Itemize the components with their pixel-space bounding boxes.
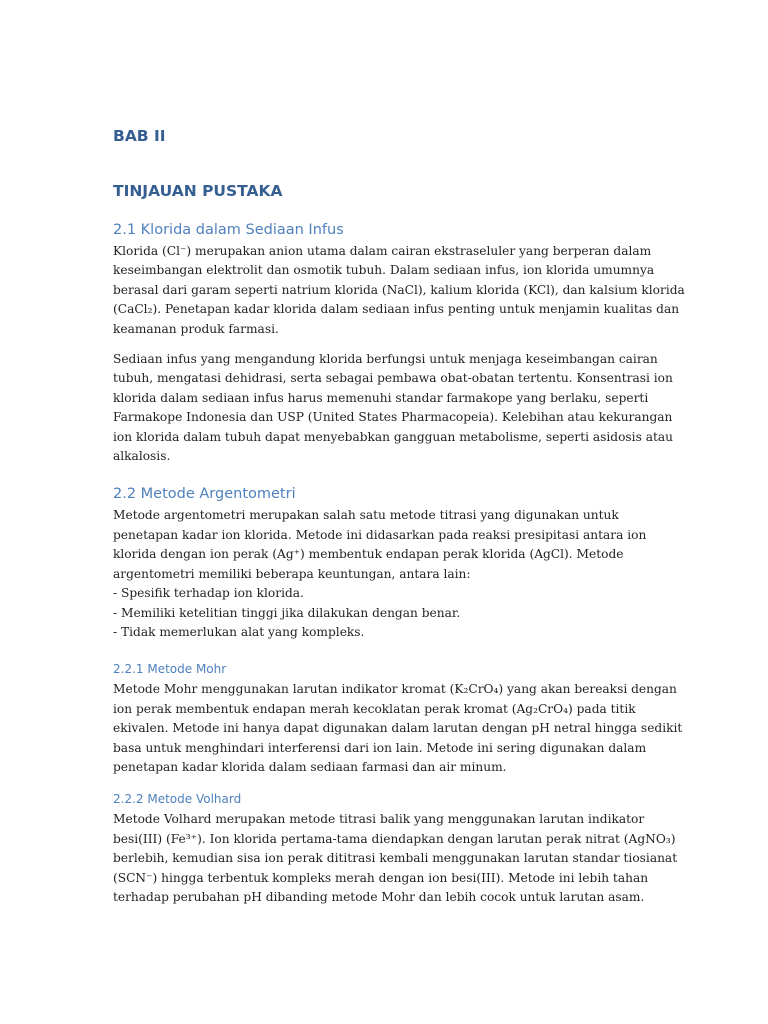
document-body [113,126,685,907]
paragraph-2-1-a [113,242,685,339]
text-line: ion klorida dalam tubuh dapat menyebabkan gangguan metabolisme, seperti asidosis atau [113,429,673,444]
text-line: Sediaan infus yang mengandung klorida berfungsi untuk menjaga keseimbangan cairan [113,352,658,367]
text-line: (SCN⁻) hingga terbentuk kompleks merah dengan ion besi(III). Metode ini lebih tahan [113,870,649,885]
text-line: alkalosis. [113,449,171,464]
subsection-heading-2-2-2: 2.2.2 Metode Volhard [113,792,242,807]
paragraph-2-2-2 [113,810,678,907]
text-line: (CaCl₂). Penetapan kadar klorida dalam sediaan infus penting untuk menjamin kualitas dan [113,302,680,317]
subsection-heading-2-2-1: 2.2.1 Metode Mohr [113,662,227,677]
list-item: - Memiliki ketelitian tinggi jika dilakukan dengan benar. [113,605,461,620]
chapter-heading: BAB II [113,127,166,145]
chapter-title: TINJAUAN PUSTAKA [113,182,283,200]
text-line: terhadap perubahan pH dibanding metode Mohr dan lebih cocok untuk larutan asam. [113,889,645,904]
text-line: ion perak membentuk endapan merah kecoklatan perak kromat (Ag₂CrO₄) pada titik [113,701,636,716]
text-line: keamanan produk farmasi. [113,321,279,336]
text-line: penetapan kadar ion klorida. Metode ini didasarkan pada reaksi presipitasi antara ion [113,527,647,542]
text-line: besi(III) (Fe³⁺). Ion klorida pertama-tama diendapkan dengan larutan perak nitrat (AgNO₃) [113,831,676,846]
paragraph-2-1-b [113,350,673,466]
text-line: berasal dari garam seperti natrium klorida (NaCl), kalium klorida (KCl), dan kalsium klorida [113,282,685,297]
text-line: Metode argentometri merupakan salah satu metode titrasi yang digunakan untuk [113,508,619,523]
section-heading-2-1: 2.1 Klorida dalam Sediaan Infus [113,222,344,238]
text-line: Metode Mohr menggunakan larutan indikator kromat (K₂CrO₄) yang akan bereaksi dengan [113,682,677,697]
text-line: tubuh, mengatasi dehidrasi, serta sebagai pembawa obat-obatan tertentu. Konsentrasi ion [113,371,673,386]
paragraph-2-2-1 [113,680,683,777]
text-line: ekivalen. Metode ini hanya dapat digunakan dalam larutan dengan pH netral hingga sedikit [113,721,683,736]
text-line: Metode Volhard merupakan metode titrasi balik yang menggunakan larutan indikator [113,812,645,827]
text-line: Farmakope Indonesia dan USP (United States Pharmacopeia). Kelebihan atau kekurangan [113,410,673,425]
list-item: - Tidak memerlukan alat yang kompleks. [113,624,365,639]
text-line: argentometri memiliki beberapa keuntungan, antara lain: [113,566,471,581]
text-line: Klorida (Cl⁻) merupakan anion utama dalam cairan ekstraseluler yang berperan dalam [113,244,652,258]
paragraph-2-2 [113,506,658,642]
text-line: klorida dalam sediaan infus harus memenuhi standar farmakope yang berlaku, seperti [113,390,649,405]
section-heading-2-2: 2.2 Metode Argentometri [113,486,296,503]
text-line: penetapan kadar klorida dalam sediaan farmasi dan air minum. [113,759,507,774]
text-line: berlebih, kemudian sisa ion perak dititrasi kembali menggunakan larutan standar tiosianat [113,851,678,866]
text-line: basa untuk menghindari interferensi dari ion lain. Metode ini sering digunakan dalam [113,740,647,755]
text-line: klorida dengan ion perak (Ag⁺) membentuk endapan perak klorida (AgCl). Metode [113,547,624,562]
text-line: keseimbangan elektrolit dan osmotik tubuh. Dalam sediaan infus, ion klorida umumnya [113,263,655,278]
list-item: - Spesifik terhadap ion klorida. [113,586,304,601]
